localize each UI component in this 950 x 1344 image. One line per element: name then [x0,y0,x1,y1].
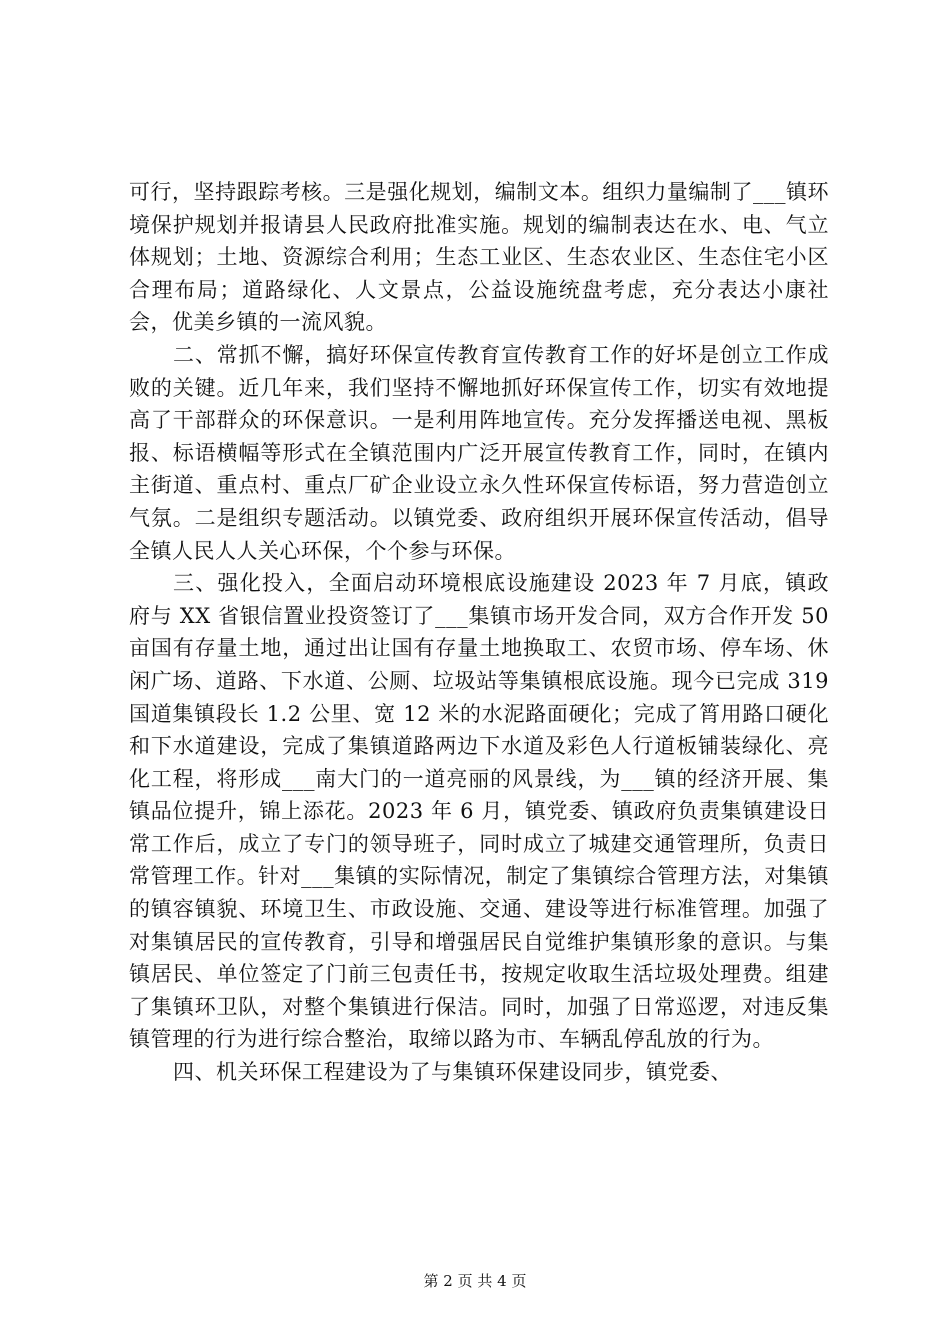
paragraph-4: 四、机关环保工程建设为了与集镇环保建设同步，镇党委、 [173,1060,732,1085]
page-footer: 第 2 页 共 4 页 [423,1272,527,1290]
paragraph-2: 二、常抓不懈，搞好环保宣传教育宣传教育工作的好坏是创立工作成败的关键。近几年来，我们坚持不懈地抓好环保宣传工作，切实有效地提高了干部群众的环保意识。一是利用阵地宣传。充分发挥播送电视、黑板报、标语横幅等形式在全镇范围内广泛开展宣传教育工作，同时，在镇内主街道、重点村、重点厂矿企业设立永久性环保宣传标语，努力营造创立气氛。二是组织专题活动。以镇党委、政府组织开展环保宣传活动，倡导全镇人民人人关心环保，个个参与环保。 [129,342,829,563]
paragraph-3: 三、强化投入，全面启动环境根底设施建设 2023 年 7 月底，镇政府与 XX 省银信置业投资签订了___集镇市场开发合同，双方合作开发 50 亩国有存量土地，通过出让国有存量土地换取工、农贸市场、停车场、休闲广场、道路、下水道、公厕、垃圾站等集镇根底设施。现今已完成 319 国道集镇段长 1.2 公里、宽 12 米的水泥路面硬化；完成了筲用路口硬化和下水道建设，完成了集镇道路两边下水道及彩色人行道板铺装绿化、亮化工程，将形成___南大门的一道亮丽的风景线，为___镇的经济开展、集镇品位提升，锦上添花。2023 年 6 月，镇党委、镇政府负责集镇建设日常工作后，成立了专门的领导班子，同时成立了城建交通管理所，负责日常管理工作。针对___集镇的实际情况，制定了集镇综合管理方法，对集镇的镇容镇貌、环境卫生、市政设施、交通、建设等进行标准管理。加强了对集镇居民的宣传教育，引导和增强居民自觉维护集镇形象的意识。与集镇居民、单位签定了门前三包责任书，按规定收取生活垃圾处理费。组建了集镇环卫队，对整个集镇进行保洁。同时，加强了日常巡逻，对违反集镇管理的行为进行综合整治，取缔以路为市、车辆乱停乱放的行为。 [129,571,829,1052]
paragraph-1: 可行，坚持跟踪考核。三是强化规划，编制文本。组织力量编制了___镇环境保护规划并报请县人民政府批准实施。规划的编制表达在水、电、气立体规划；土地、资源综合利用；生态工业区、生态农业区、生态住宅小区合理布局；道路绿化、人文景点，公益设施统盘考虑，充分表达小康社会，优美乡镇的一流风貌。 [129,180,829,335]
document-body [129,176,829,1089]
